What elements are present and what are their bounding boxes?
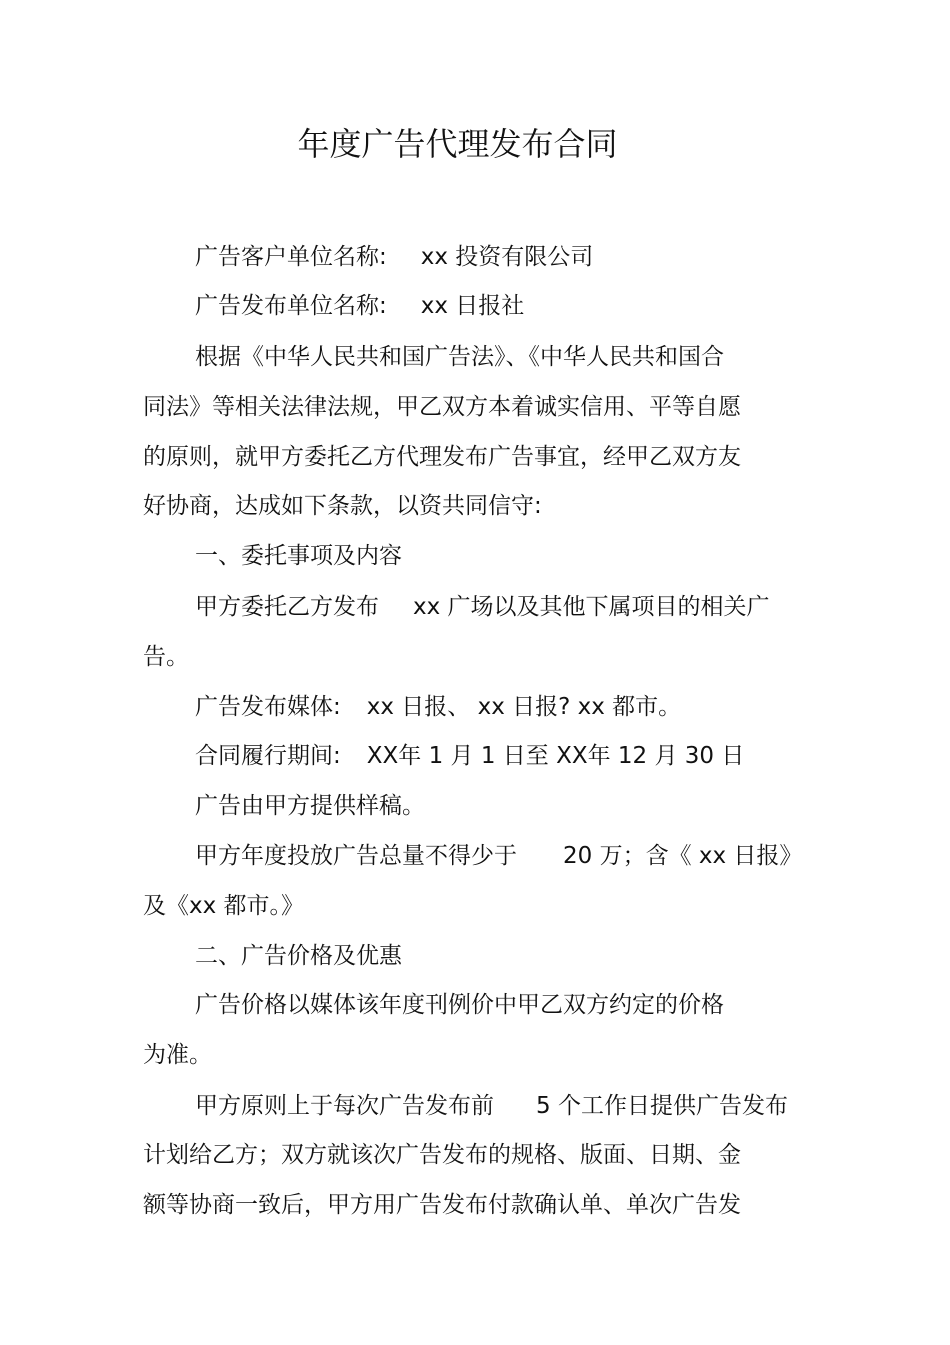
preamble-line-3: 的原则，就甲方委托乙方代理发布广告事宜，经甲乙双方友 <box>143 444 741 470</box>
plan-part-a1: 甲方原则上于每次广告发布前 <box>195 1093 494 1119</box>
volume-part-a: 甲方年度投放广告总量不得少于 <box>195 843 517 869</box>
media-label: 广告发布媒体: <box>195 694 341 720</box>
media-line <box>195 692 681 722</box>
item1-part-a: 甲方委托乙方发布 <box>195 594 379 620</box>
period-value: XX年 1 月 1 日至 XX年 12 月 30 日 <box>366 743 745 769</box>
item1-part-b: xx 广场以及其他下属项目的相关广 <box>413 594 770 620</box>
draft-line: 广告由甲方提供样稿。 <box>195 793 425 819</box>
price-line2: 为准。 <box>143 1042 212 1068</box>
period-line <box>195 741 744 771</box>
preamble-line-4: 好协商，达成如下条款，以资共同信守: <box>143 493 542 519</box>
volume-line1 <box>195 841 802 871</box>
publisher-line <box>195 291 524 321</box>
section1-item1-line1 <box>195 592 770 622</box>
volume-line2: 及《xx 都市。》 <box>143 893 305 919</box>
preamble-line-2: 同法》等相关法律法规，甲乙双方本着诚实信用、平等自愿 <box>143 394 741 420</box>
section1-heading: 一、委托事项及内容 <box>195 543 402 569</box>
plan-line2: 计划给乙方；双方就该次广告发布的规格、版面、日期、金 <box>143 1142 741 1168</box>
plan-line1 <box>195 1091 788 1121</box>
section2-heading: 二、广告价格及优惠 <box>195 943 402 969</box>
plan-line3: 额等协商一致后，甲方用广告发布付款确认单、单次广告发 <box>143 1192 741 1218</box>
client-label: 广告客户单位名称: <box>195 244 387 270</box>
document-title: 年度广告代理发布合同 <box>297 125 618 163</box>
period-label: 合同履行期间: <box>195 743 341 769</box>
publisher-value: xx 日报社 <box>420 293 525 319</box>
volume-part-b: 20 万；含《 xx 日报》 <box>563 843 803 869</box>
client-value: xx 投资有限公司 <box>420 244 594 270</box>
preamble-line-1: 根据《中华人民共和国广告法》、《中华人民共和国合 <box>195 344 724 370</box>
media-value: xx 日报、 xx 日报? xx 都市。 <box>366 694 682 720</box>
publisher-label: 广告发布单位名称: <box>195 293 387 319</box>
price-line1: 广告价格以媒体该年度刊例价中甲乙双方约定的价格 <box>195 992 724 1018</box>
section1-item1-line2: 告。 <box>143 644 189 670</box>
plan-part-a2: 5 个工作日提供广告发布 <box>536 1093 788 1119</box>
client-line <box>195 242 593 272</box>
